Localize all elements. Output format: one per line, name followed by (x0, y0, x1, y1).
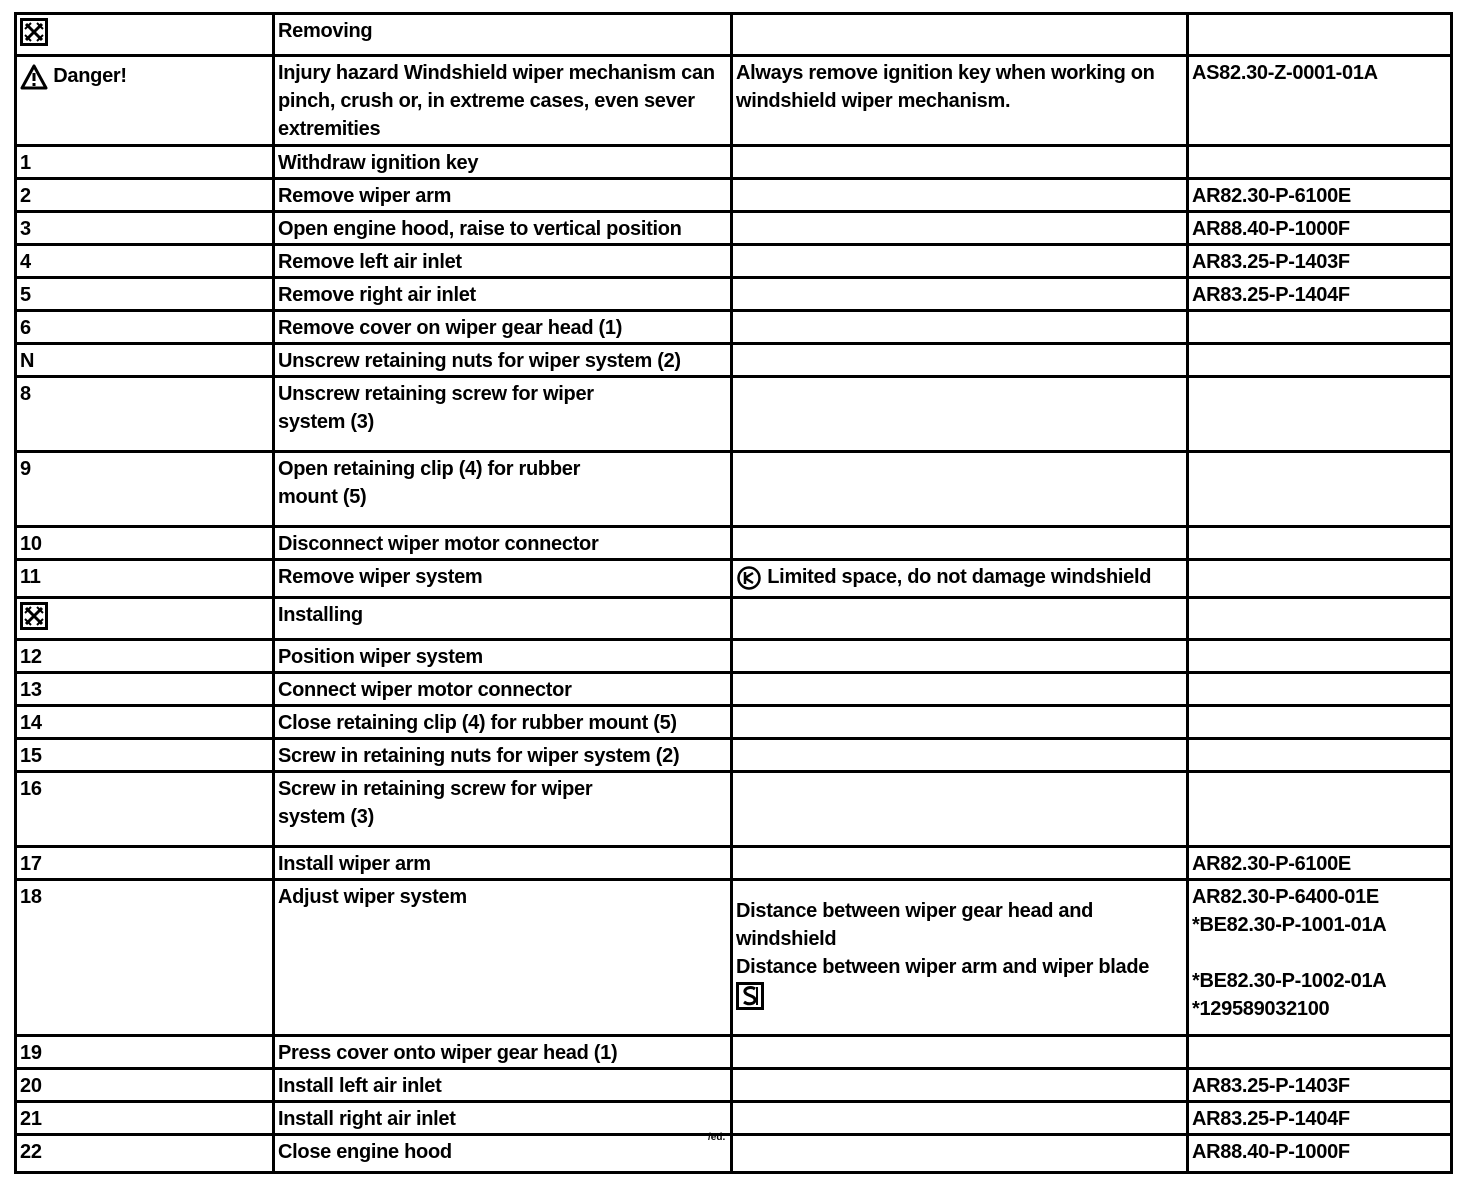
step-ref (1188, 146, 1452, 179)
step-ref: AR83.25-P-1404F (1188, 1102, 1452, 1135)
step-row (16, 212, 1452, 245)
adjust-note-gear-head: Distance between wiper gear head and windshield (736, 900, 1094, 950)
step-ref (1188, 344, 1452, 377)
step-ref (1188, 640, 1452, 673)
step-number: 1 (16, 146, 274, 179)
step-text: Adjust wiper system (274, 880, 732, 1036)
step-ref: AR88.40-P-1000F (1188, 1135, 1452, 1173)
step-row (16, 1069, 1452, 1102)
step-text: Remove left air inlet (274, 245, 732, 278)
section-row-installing (16, 598, 1452, 640)
step-text: Open engine hood, raise to vertical position (274, 212, 732, 245)
step-number: 12 (16, 640, 274, 673)
step-text: Disconnect wiper motor connector (274, 527, 732, 560)
step-number: 21 (16, 1102, 274, 1135)
step-number: 6 (16, 311, 274, 344)
step-text: Remove wiper system (274, 560, 732, 598)
step-text: Install left air inlet (274, 1069, 732, 1102)
step-ref: AR83.25-P-1403F (1188, 245, 1452, 278)
step-row (16, 706, 1452, 739)
step-row (16, 772, 1452, 847)
step-number: 22 (16, 1135, 274, 1173)
step-ref: AR88.40-P-1000F (1188, 212, 1452, 245)
step-row (16, 847, 1452, 880)
step-row (16, 452, 1452, 527)
step-row (16, 245, 1452, 278)
step-text: Close retaining clip (4) for rubber mount (5) (274, 706, 732, 739)
special-tool-icon (736, 982, 764, 1010)
step-note-cell (732, 560, 1188, 598)
step-number: 3 (16, 212, 274, 245)
step-number: 17 (16, 847, 274, 880)
step-number: 8 (16, 377, 274, 452)
step-ref (1188, 311, 1452, 344)
section-title: Installing (274, 598, 732, 640)
step-number: 4 (16, 245, 274, 278)
step-number: 20 (16, 1069, 274, 1102)
step-row (16, 739, 1452, 772)
procedure-table (14, 12, 1453, 1174)
step-number: 10 (16, 527, 274, 560)
tool-section-icon (20, 602, 48, 630)
danger-measure: Always remove ignition key when working on windshield wiper mechanism. (732, 56, 1188, 146)
step-ref (1188, 452, 1452, 527)
section-icon-cell (16, 598, 274, 640)
step-text: Press cover onto wiper gear head (1) (274, 1036, 732, 1069)
step-row (16, 1135, 1452, 1173)
step-number: 11 (16, 560, 274, 598)
step-text: Unscrew retaining nuts for wiper system (2) (274, 344, 732, 377)
danger-row (16, 56, 1452, 146)
step-row (16, 344, 1452, 377)
step-ref (1188, 560, 1452, 598)
step-text: Open retaining clip (4) for rubber mount (5) (274, 452, 732, 527)
step-ref (1188, 527, 1452, 560)
step-ref (1188, 377, 1452, 452)
step-ref: *BE82.30-P-1002-01A (1192, 970, 1387, 992)
step-ref: AR82.30-P-6100E (1188, 179, 1452, 212)
step-row (16, 673, 1452, 706)
step-row (16, 1102, 1452, 1135)
step-text: Unscrew retaining screw for wiper system (3) (274, 377, 732, 452)
step-ref: AR82.30-P-6400-01E (1192, 886, 1379, 908)
step-ref: *BE82.30-P-1001-01A (1192, 914, 1387, 936)
step-note-cell (732, 880, 1188, 1036)
danger-label: Danger! (53, 65, 127, 87)
step-row (16, 179, 1452, 212)
step-row (16, 527, 1452, 560)
step-ref-cell (1188, 880, 1452, 1036)
step-ref (1188, 673, 1452, 706)
step-text: Install wiper arm (274, 847, 732, 880)
step-number: 2 (16, 179, 274, 212)
step-row (16, 640, 1452, 673)
step-number: 13 (16, 673, 274, 706)
step-ref: AR83.25-P-1404F (1188, 278, 1452, 311)
step-ref: *129589032100 (1192, 998, 1330, 1020)
step-text: Withdraw ignition key (274, 146, 732, 179)
step-ref (1188, 739, 1452, 772)
step-row (16, 560, 1452, 598)
step-text: Install right air inlet (274, 1102, 732, 1135)
step-ref: AR82.30-P-6100E (1188, 847, 1452, 880)
step-row (16, 311, 1452, 344)
step-number: 18 (16, 880, 274, 1036)
step-number: 9 (16, 452, 274, 527)
step-number: 14 (16, 706, 274, 739)
tool-section-icon (20, 18, 48, 46)
danger-ref: AS82.30-Z-0001-01A (1188, 56, 1452, 146)
step-text: Connect wiper motor connector (274, 673, 732, 706)
step-number: 5 (16, 278, 274, 311)
step-number: 19 (16, 1036, 274, 1069)
section-title: Removing (274, 14, 732, 56)
step-ref (1188, 706, 1452, 739)
step-text: Remove cover on wiper gear head (1) (274, 311, 732, 344)
warning-triangle-icon (20, 64, 48, 90)
step-row (16, 377, 1452, 452)
section-row-removing (16, 14, 1452, 56)
step-text: Screw in retaining screw for wiper system (3) (274, 772, 732, 847)
adjust-note-arm-blade: Distance between wiper arm and wiper blade (736, 956, 1150, 978)
step-ref (1188, 772, 1452, 847)
step-text: Close engine hood (274, 1135, 732, 1173)
step-note: Limited space, do not damage windshield (767, 566, 1152, 588)
danger-hazard: Injury hazard Windshield wiper mechanism can pinch, crush or, in extreme cases, even sever extremities (274, 56, 732, 146)
step-ref (1188, 1036, 1452, 1069)
stray-mark: /ed. (708, 1132, 726, 1143)
step-ref: AR83.25-P-1403F (1188, 1069, 1452, 1102)
step-number: N (16, 344, 274, 377)
step-number: 15 (16, 739, 274, 772)
section-icon-cell (16, 14, 274, 56)
danger-label-cell (16, 56, 274, 146)
step-row (16, 278, 1452, 311)
step-text: Remove wiper arm (274, 179, 732, 212)
step-row (16, 1036, 1452, 1069)
step-row-adjust (16, 880, 1452, 1036)
step-text: Screw in retaining nuts for wiper system (2) (274, 739, 732, 772)
step-number: 16 (16, 772, 274, 847)
step-text: Remove right air inlet (274, 278, 732, 311)
step-row (16, 146, 1452, 179)
note-circle-icon (736, 565, 762, 591)
step-text: Position wiper system (274, 640, 732, 673)
